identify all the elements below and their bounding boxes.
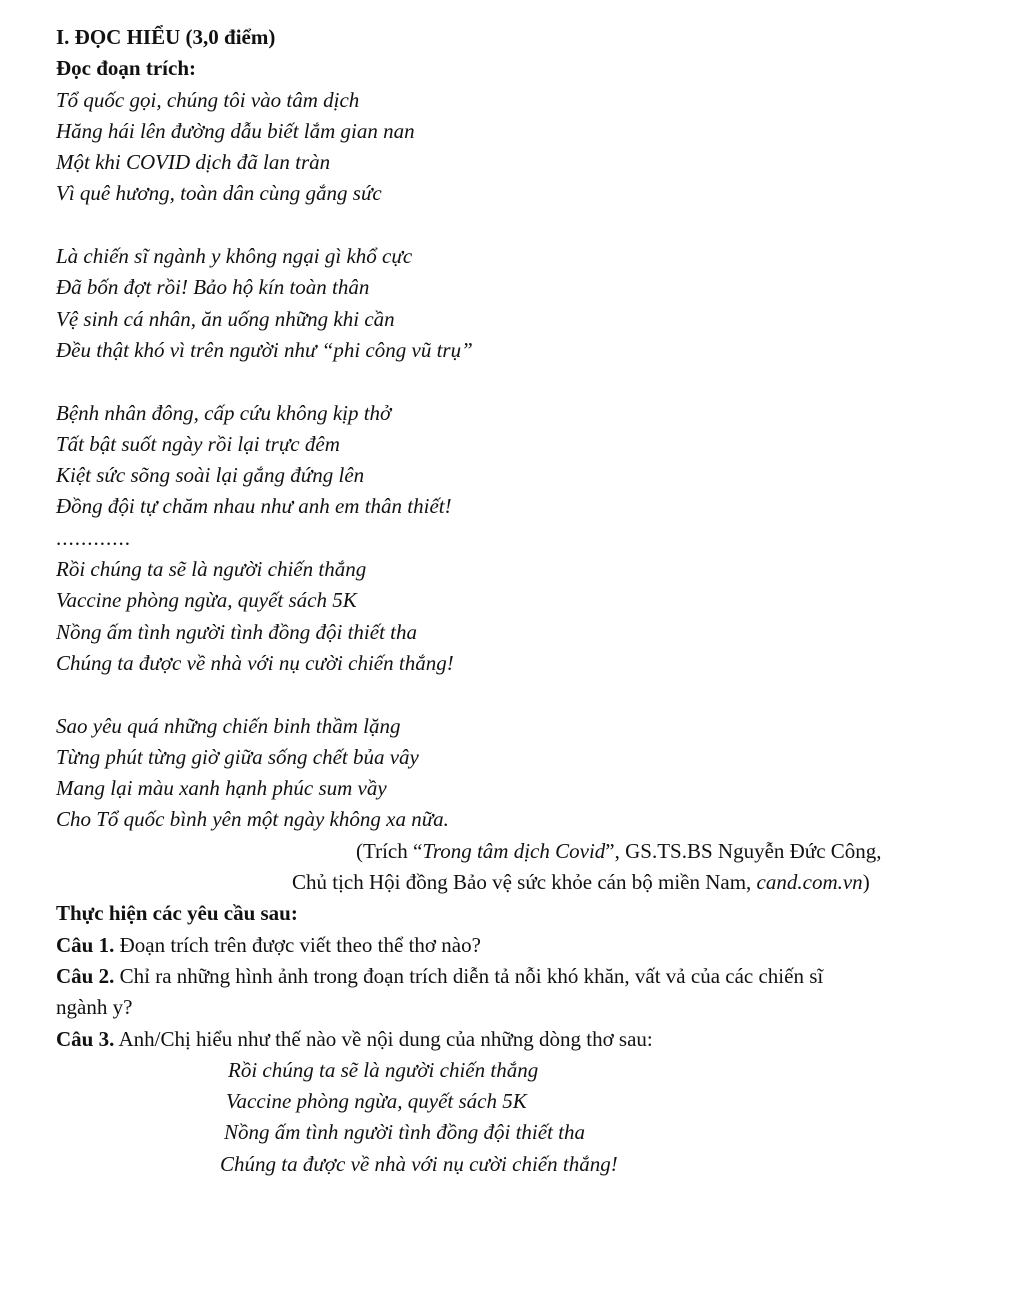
question-label: Câu 2. <box>56 963 115 988</box>
question-text: Anh/Chị hiểu như thế nào về nội dung của những dòng thơ sau: <box>114 1026 653 1051</box>
stanza-gap <box>56 210 976 241</box>
poem-line: Tất bật suốt ngày rồi lại trực đêm <box>56 431 340 456</box>
poem-stanza-1 <box>56 85 976 210</box>
question-3 <box>56 1024 976 1055</box>
source-close: ) <box>862 870 870 895</box>
poem-line: Một khi COVID dịch đã lan tràn <box>56 150 331 175</box>
quoted-line: Chúng ta được về nhà với nụ cười chiến thắng! <box>220 1151 618 1176</box>
quoted-line: Nồng ấm tình người tình đồng đội thiết tha <box>224 1120 585 1145</box>
poem-line: Rồi chúng ta sẽ là người chiến thắng <box>56 557 367 582</box>
question-label: Câu 3. <box>56 1026 115 1051</box>
tasks-label: Thực hiện các yêu cầu sau: <box>56 901 298 926</box>
poem-line: Cho Tổ quốc bình yên một ngày không xa nữa. <box>56 807 449 832</box>
question-text: Chỉ ra những hình ảnh trong đoạn trích diễn tả nỗi khó khăn, vất vả của các chiến sĩ <box>114 963 824 988</box>
poem-line: Đã bốn đợt rồi! Bảo hộ kín toàn thân <box>56 275 370 300</box>
poem-line: Là chiến sĩ ngành y không ngại gì khổ cực <box>56 244 413 269</box>
poem-line: Hăng hái lên đường dẫu biết lắm gian nan <box>56 118 415 143</box>
poem-line: Vệ sinh cá nhân, ăn uống những khi cần <box>56 306 395 331</box>
question-label: Câu 1. <box>56 932 115 957</box>
question-2-continued: ngành y? <box>56 995 133 1020</box>
poem-line: Bệnh nhân đông, cấp cứu không kịp thở <box>56 400 392 425</box>
source-title: Trong tâm dịch Covid <box>422 838 606 863</box>
poem-line: Nồng ấm tình người tình đồng đội thiết tha <box>56 619 417 644</box>
source-line-1 <box>56 836 976 867</box>
source-prefix: (Trích “ <box>356 838 423 863</box>
source-line-2 <box>56 867 976 898</box>
quoted-poem <box>56 1055 976 1180</box>
quoted-line: Vaccine phòng ngừa, quyết sách 5K <box>226 1089 527 1114</box>
section-title: I. ĐỌC HIỂU (3,0 điểm) <box>56 25 276 49</box>
quoted-line: Rồi chúng ta sẽ là người chiến thắng <box>228 1057 539 1082</box>
poem-line: Vì quê hương, toàn dân cùng gắng sức <box>56 181 382 206</box>
source-citation <box>56 836 976 899</box>
poem-stanza-2 <box>56 241 976 366</box>
poem-line: Đồng đội tự chăm nhau như anh em thân thiết! <box>56 494 452 519</box>
poem-stanza-4 <box>56 554 976 679</box>
source-site: cand.com.vn <box>756 870 863 895</box>
source-affiliation: Chủ tịch Hội đồng Bảo vệ sức khỏe cán bộ miền Nam, <box>292 870 757 895</box>
poem-stanza-5 <box>56 711 976 836</box>
question-text: Đoạn trích trên được viết theo thể thơ nào? <box>114 932 481 957</box>
poem-line: Từng phút từng giờ giữa sống chết bủa vây <box>56 744 419 769</box>
poem-line: Tổ quốc gọi, chúng tôi vào tâm dịch <box>56 87 360 112</box>
question-2 <box>56 961 976 992</box>
passage-label: Đọc đoạn trích: <box>56 56 196 81</box>
source-author: ”, GS.TS.BS Nguyễn Đức Công, <box>605 838 882 863</box>
stanza-gap <box>56 679 976 710</box>
poem-line: Kiệt sức sõng soài lại gắng đứng lên <box>56 463 365 488</box>
poem-line: Đều thật khó vì trên người như “phi công vũ trụ” <box>56 337 473 362</box>
stanza-gap <box>56 366 976 397</box>
poem-stanza-3 <box>56 398 976 523</box>
poem-line: Vaccine phòng ngừa, quyết sách 5K <box>56 588 357 613</box>
poem-line: Mang lại màu xanh hạnh phúc sum vầy <box>56 776 387 801</box>
exam-page <box>56 22 976 1180</box>
poem-line: Chúng ta được về nhà với nụ cười chiến thắng! <box>56 650 454 675</box>
ellipsis: ............ <box>56 525 131 550</box>
poem-line: Sao yêu quá những chiến binh thầm lặng <box>56 713 401 738</box>
question-1 <box>56 930 976 961</box>
